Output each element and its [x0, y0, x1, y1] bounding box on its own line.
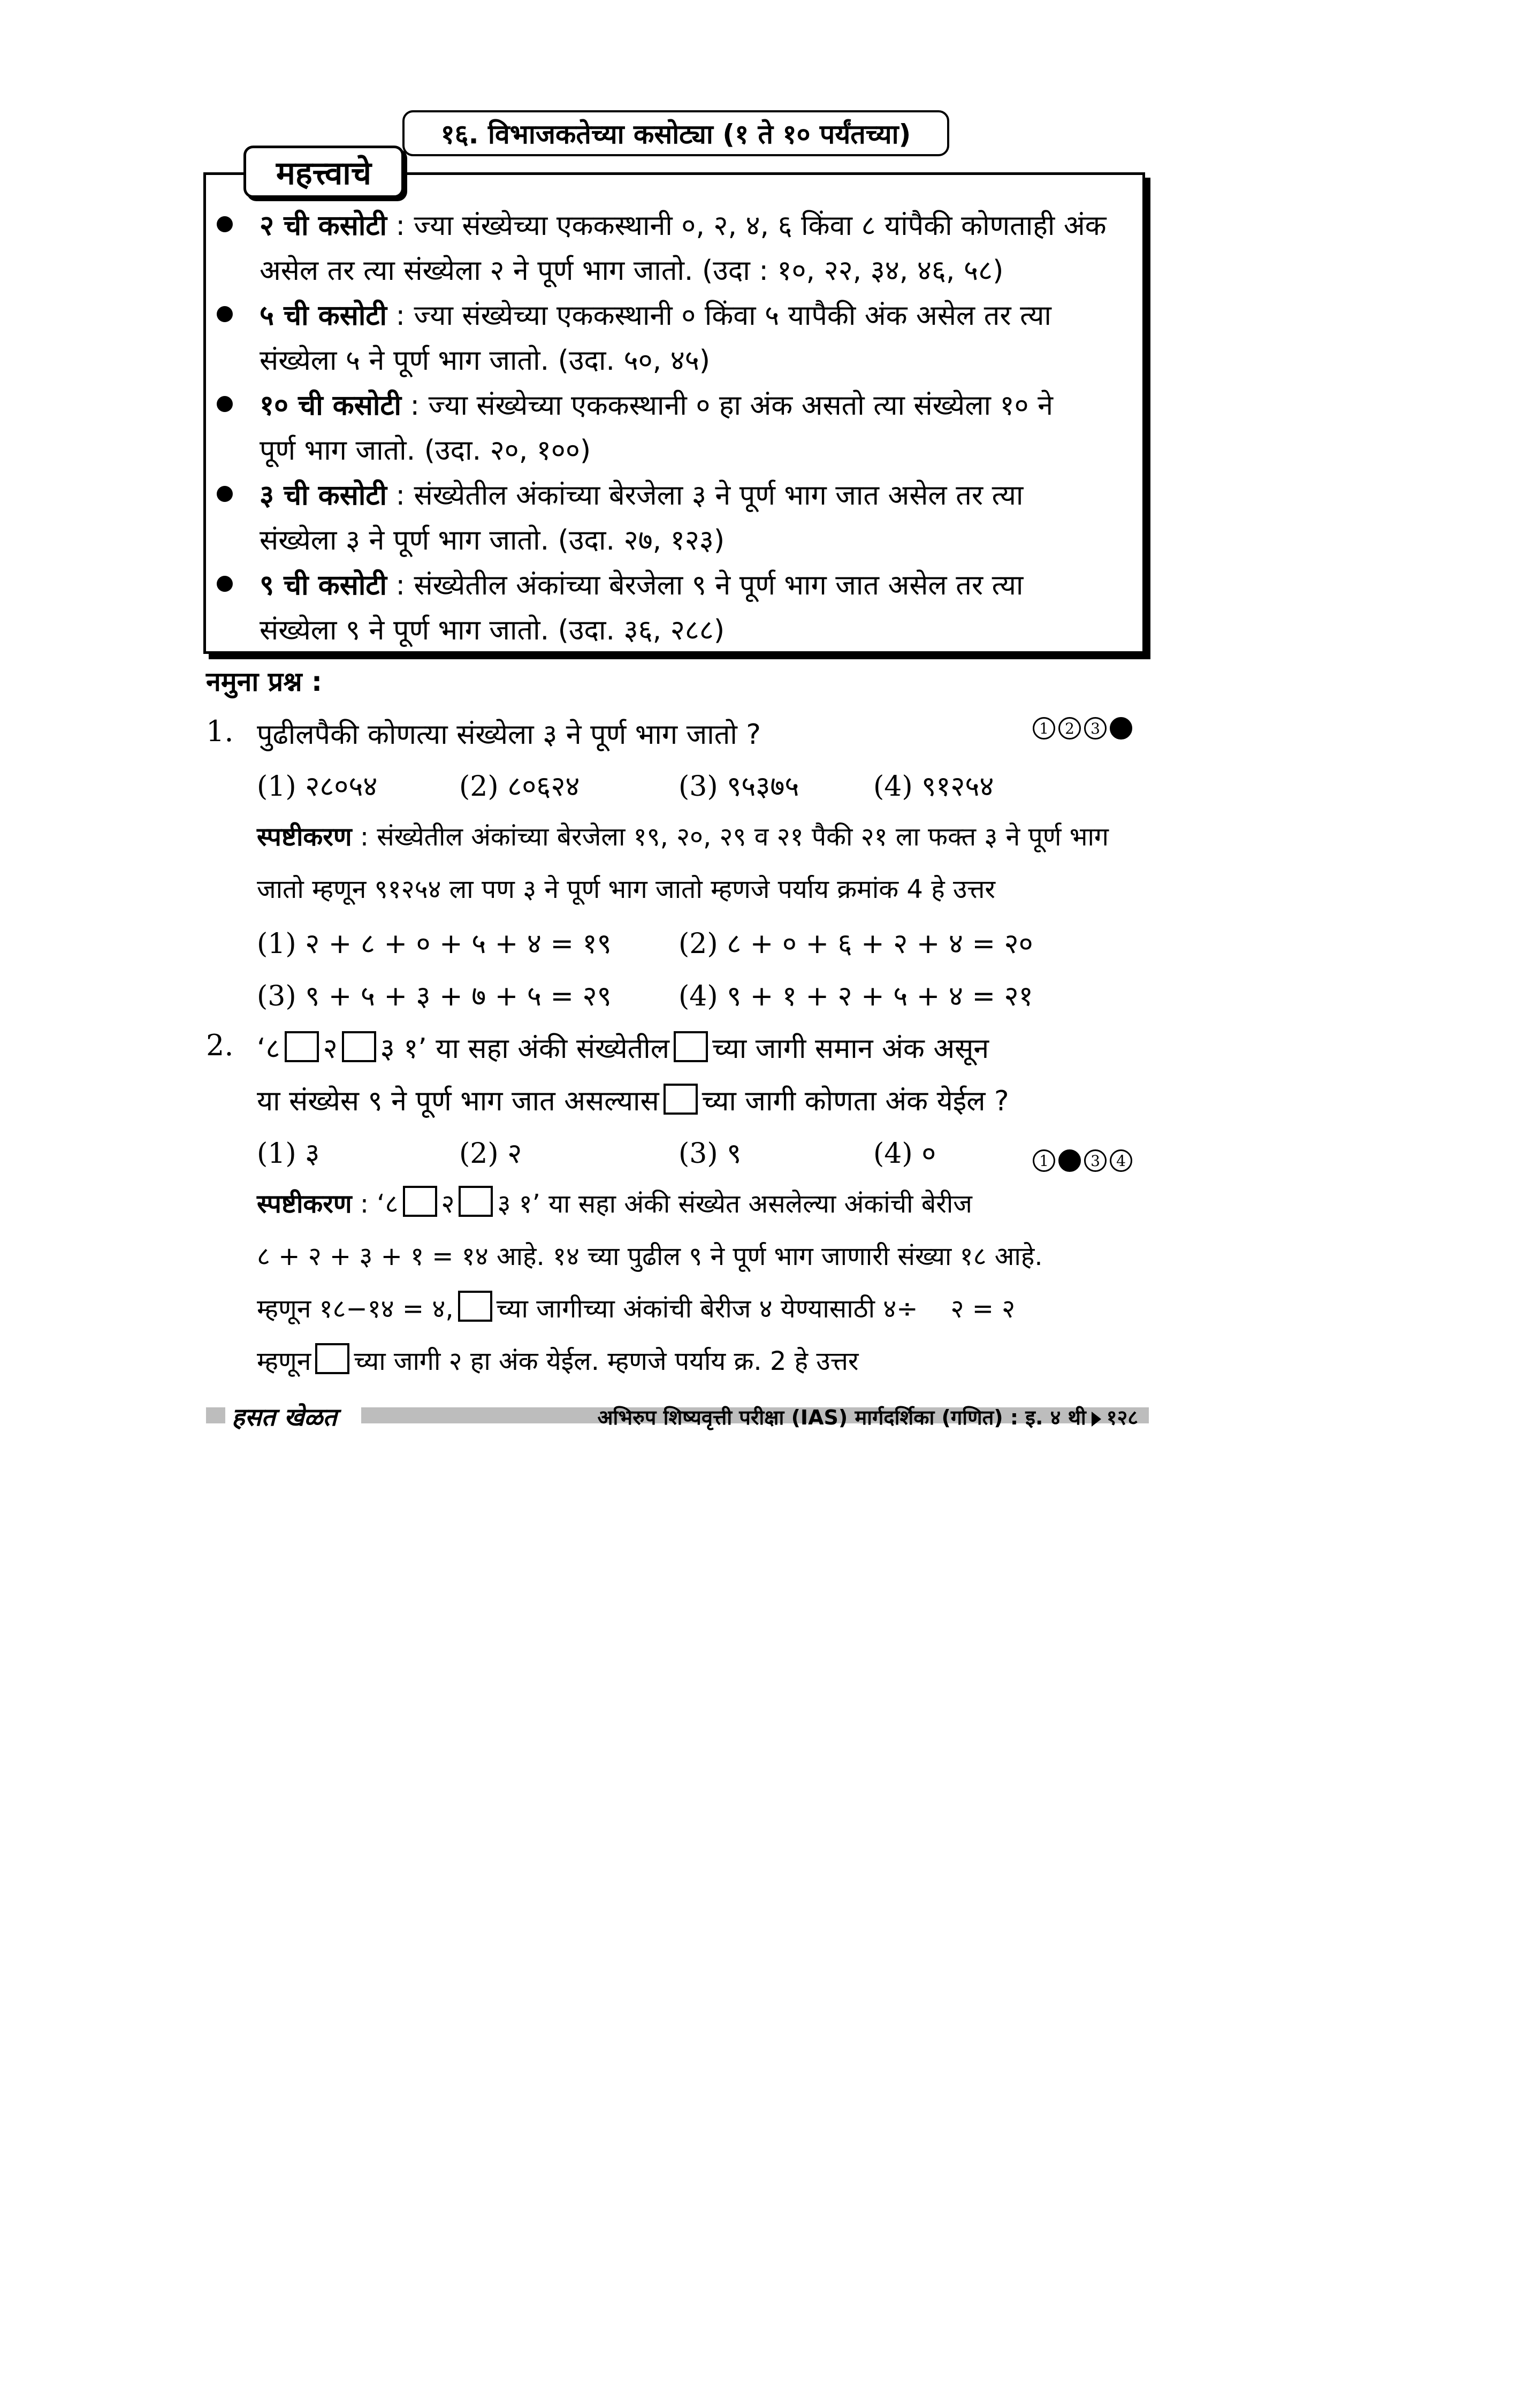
- rule-text: : ज्या संख्येच्या एककस्थानी ०, २, ४, ६ किंवा ८ यांपैकी कोणताही अंक: [386, 210, 1107, 242]
- rule-text: : संख्येतील अंकांच्या बेरजेला ९ ने पूर्ण भाग जात असेल तर त्या: [386, 569, 1024, 601]
- explanation-line: [257, 1343, 859, 1378]
- blank-box: [459, 1186, 493, 1217]
- option-number: (3): [678, 771, 718, 803]
- option: [459, 1133, 522, 1171]
- option-number: (2): [459, 1138, 499, 1170]
- option: [873, 1133, 936, 1171]
- option-number: (1): [257, 928, 296, 960]
- rule-text: संख्येला ९ ने पूर्ण भाग जातो. (उदा. ३६, २८८): [260, 614, 725, 646]
- option-value: ९१२५४: [921, 771, 994, 803]
- explanation-line: [257, 819, 1109, 854]
- explanation-line: [257, 1291, 1015, 1325]
- sum-value: ९ + ५ + ३ + ७ + ५ = २९: [305, 980, 612, 1012]
- option-number: (4): [678, 980, 718, 1012]
- rule-title: ९ ची कसोटी: [260, 569, 387, 601]
- explanation-text: : संख्येतील अंकांच्या बेरजेला १९, २०, २९ व २१ पैकी २१ ला फक्त ३ ने पूर्ण भाग: [352, 822, 1109, 852]
- explanation-line: ८ + २ + ३ + १ = १४ आहे. १४ च्या पुढील ९ ने पूर्ण भाग जाणारी संख्या १८ आहे.: [257, 1241, 1043, 1271]
- rule-item: [217, 473, 1137, 563]
- option-value: २: [507, 1138, 522, 1170]
- answer-marks: [1033, 717, 1132, 740]
- option-number: (1): [257, 1138, 296, 1170]
- rule-text: : ज्या संख्येच्या एककस्थानी ० किंवा ५ यापैकी अंक असेल तर त्या: [386, 300, 1051, 332]
- option-circle-icon: 1: [1033, 1149, 1055, 1172]
- bullet-icon: [217, 396, 233, 412]
- explanation-text: म्हणून १८−१४ = ४,: [257, 1294, 454, 1324]
- blank-box: [458, 1291, 492, 1322]
- option: [678, 766, 799, 804]
- explanation-text: २ = २: [950, 1294, 1016, 1324]
- option-value: ९५३७५: [727, 771, 799, 803]
- blank-box: [664, 1084, 698, 1115]
- footer-brand: हसत खेळत: [232, 1403, 337, 1431]
- rule-text: : ज्या संख्येच्या एककस्थानी ० हा अंक असतो त्या संख्येला १० ने: [401, 390, 1053, 422]
- explanation-label: स्पष्टीकरण: [257, 1189, 352, 1219]
- option: [873, 766, 994, 804]
- question-text-part: ‘८: [257, 1033, 280, 1065]
- rule-text: पूर्ण भाग जातो. (उदा. २०, १००): [260, 435, 591, 467]
- footer-text: [597, 1403, 1138, 1431]
- bullet-icon: [217, 486, 233, 502]
- rule-item: [217, 293, 1137, 383]
- answer-marks: [1033, 1149, 1132, 1172]
- sample-questions-heading: नमुना प्रश्न :: [206, 666, 322, 697]
- footer-book-title: अभिरुप शिष्यवृत्ती परीक्षा (IAS) मार्गदर्शिका (गणित) : इ. ४ थी: [597, 1406, 1086, 1429]
- question-text-part: या संख्येस ९ ने पूर्ण भाग जात असल्यास: [257, 1085, 659, 1117]
- chapter-title: १६. विभाजकतेच्या कसोट्या (१ ते १० पर्यंतच्या): [402, 110, 949, 156]
- question-number: 2.: [206, 1028, 234, 1062]
- option-circle-icon: 3: [1084, 717, 1107, 740]
- question-text: [257, 1028, 989, 1066]
- question-text: पुढीलपैकी कोणत्या संख्येला ३ ने पूर्ण भाग जातो ?: [257, 719, 761, 751]
- rule-text: संख्येला ५ ने पूर्ण भाग जातो. (उदा. ५०, ४५): [260, 345, 711, 377]
- rule-item: [217, 563, 1137, 653]
- rule-title: १० ची कसोटी: [260, 390, 402, 422]
- option-circle-icon: 1: [1033, 717, 1055, 740]
- explanation-text: : ‘८: [352, 1189, 399, 1219]
- option: [257, 1133, 319, 1171]
- option-value: ९: [727, 1138, 742, 1170]
- rule-text: : संख्येतील अंकांच्या बेरजेला ३ ने पूर्ण भाग जात असेल तर त्या: [386, 479, 1024, 512]
- option: [459, 766, 580, 804]
- rule-title: ५ ची कसोटी: [260, 300, 387, 332]
- sum-value: २ + ८ + ० + ५ + ४ = १९: [305, 928, 612, 960]
- option: [257, 766, 377, 804]
- option-value: ३: [305, 1138, 320, 1170]
- question-text-part: ३ १’ या सहा अंकी संख्येतील: [380, 1033, 669, 1065]
- blank-box: [403, 1186, 437, 1217]
- bullet-icon: [217, 216, 233, 232]
- important-label: महत्त्वाचे: [243, 146, 404, 198]
- rule-title: २ ची कसोटी: [260, 210, 387, 242]
- triangle-right-icon: [1092, 1412, 1101, 1427]
- explanation-text: म्हणून: [257, 1346, 311, 1376]
- question-text-part: च्या जागी कोणता अंक येईल ?: [702, 1085, 1009, 1117]
- explanation-label: स्पष्टीकरण: [257, 822, 352, 852]
- blank-box: [315, 1343, 349, 1374]
- option-value: २८०५४: [305, 771, 378, 803]
- sum-line: [678, 976, 1033, 1014]
- footer-bar: [206, 1407, 225, 1423]
- option-number: (4): [873, 771, 913, 803]
- page-number: १२८: [1106, 1406, 1138, 1429]
- rule-item: [217, 203, 1137, 293]
- question-number: 1.: [206, 714, 234, 748]
- explanation-text: च्या जागी २ हा अंक येईल. म्हणजे पर्याय क्र. 2 हे उत्तर: [354, 1346, 859, 1376]
- blank-box: [342, 1031, 376, 1062]
- option-circle-icon: 3: [1084, 1149, 1107, 1172]
- blank-box: [674, 1031, 708, 1062]
- rule-text: संख्येला ३ ने पूर्ण भाग जातो. (उदा. २७, १२३): [260, 524, 725, 557]
- rules-list: [217, 203, 1137, 653]
- blank-box: [285, 1031, 319, 1062]
- option-number: (3): [257, 980, 296, 1012]
- option-circle-icon: 2: [1058, 717, 1081, 740]
- question-text: [257, 1081, 1009, 1119]
- answer-filled-circle-icon: [1058, 1149, 1081, 1172]
- sum-line: [257, 976, 612, 1014]
- option-number: (1): [257, 771, 296, 803]
- question-text-part: २: [323, 1033, 338, 1065]
- rule-text: असेल तर त्या संख्येला २ ने पूर्ण भाग जातो. (उदा : १०, २२, ३४, ४६, ५८): [260, 255, 1004, 287]
- sum-line: [257, 924, 612, 962]
- rule-title: ३ ची कसोटी: [260, 479, 387, 512]
- option: [678, 1133, 741, 1171]
- explanation-line: [257, 1186, 972, 1221]
- explanation-line: जातो म्हणून ९१२५४ ला पण ३ ने पूर्ण भाग जातो म्हणजे पर्याय क्रमांक 4 हे उत्तर: [257, 874, 996, 904]
- answer-filled-circle-icon: [1110, 717, 1132, 740]
- option-number: (2): [459, 771, 499, 803]
- option-number: (3): [678, 1138, 718, 1170]
- option-number: (2): [678, 928, 718, 960]
- option-number: (4): [873, 1138, 913, 1170]
- sum-value: ९ + १ + २ + ५ + ४ = २१: [727, 980, 1033, 1012]
- sum-line: [678, 924, 1033, 962]
- option-value: ०: [921, 1138, 936, 1170]
- rule-item: [217, 383, 1137, 473]
- page-footer: [206, 1403, 1149, 1431]
- option-circle-icon: 4: [1110, 1149, 1132, 1172]
- bullet-icon: [217, 576, 233, 592]
- explanation-text: २: [441, 1189, 455, 1219]
- question-text-part: च्या जागी समान अंक असून: [712, 1033, 989, 1065]
- explanation-text: च्या जागीच्या अंकांची बेरीज ४ येण्यासाठी ४÷: [496, 1294, 918, 1324]
- bullet-icon: [217, 306, 233, 322]
- option-value: ८०६२४: [507, 771, 580, 803]
- explanation-text: ३ १’ या सहा अंकी संख्येत असलेल्या अंकांची बेरीज: [497, 1189, 972, 1219]
- sum-value: ८ + ० + ६ + २ + ४ = २०: [727, 928, 1033, 960]
